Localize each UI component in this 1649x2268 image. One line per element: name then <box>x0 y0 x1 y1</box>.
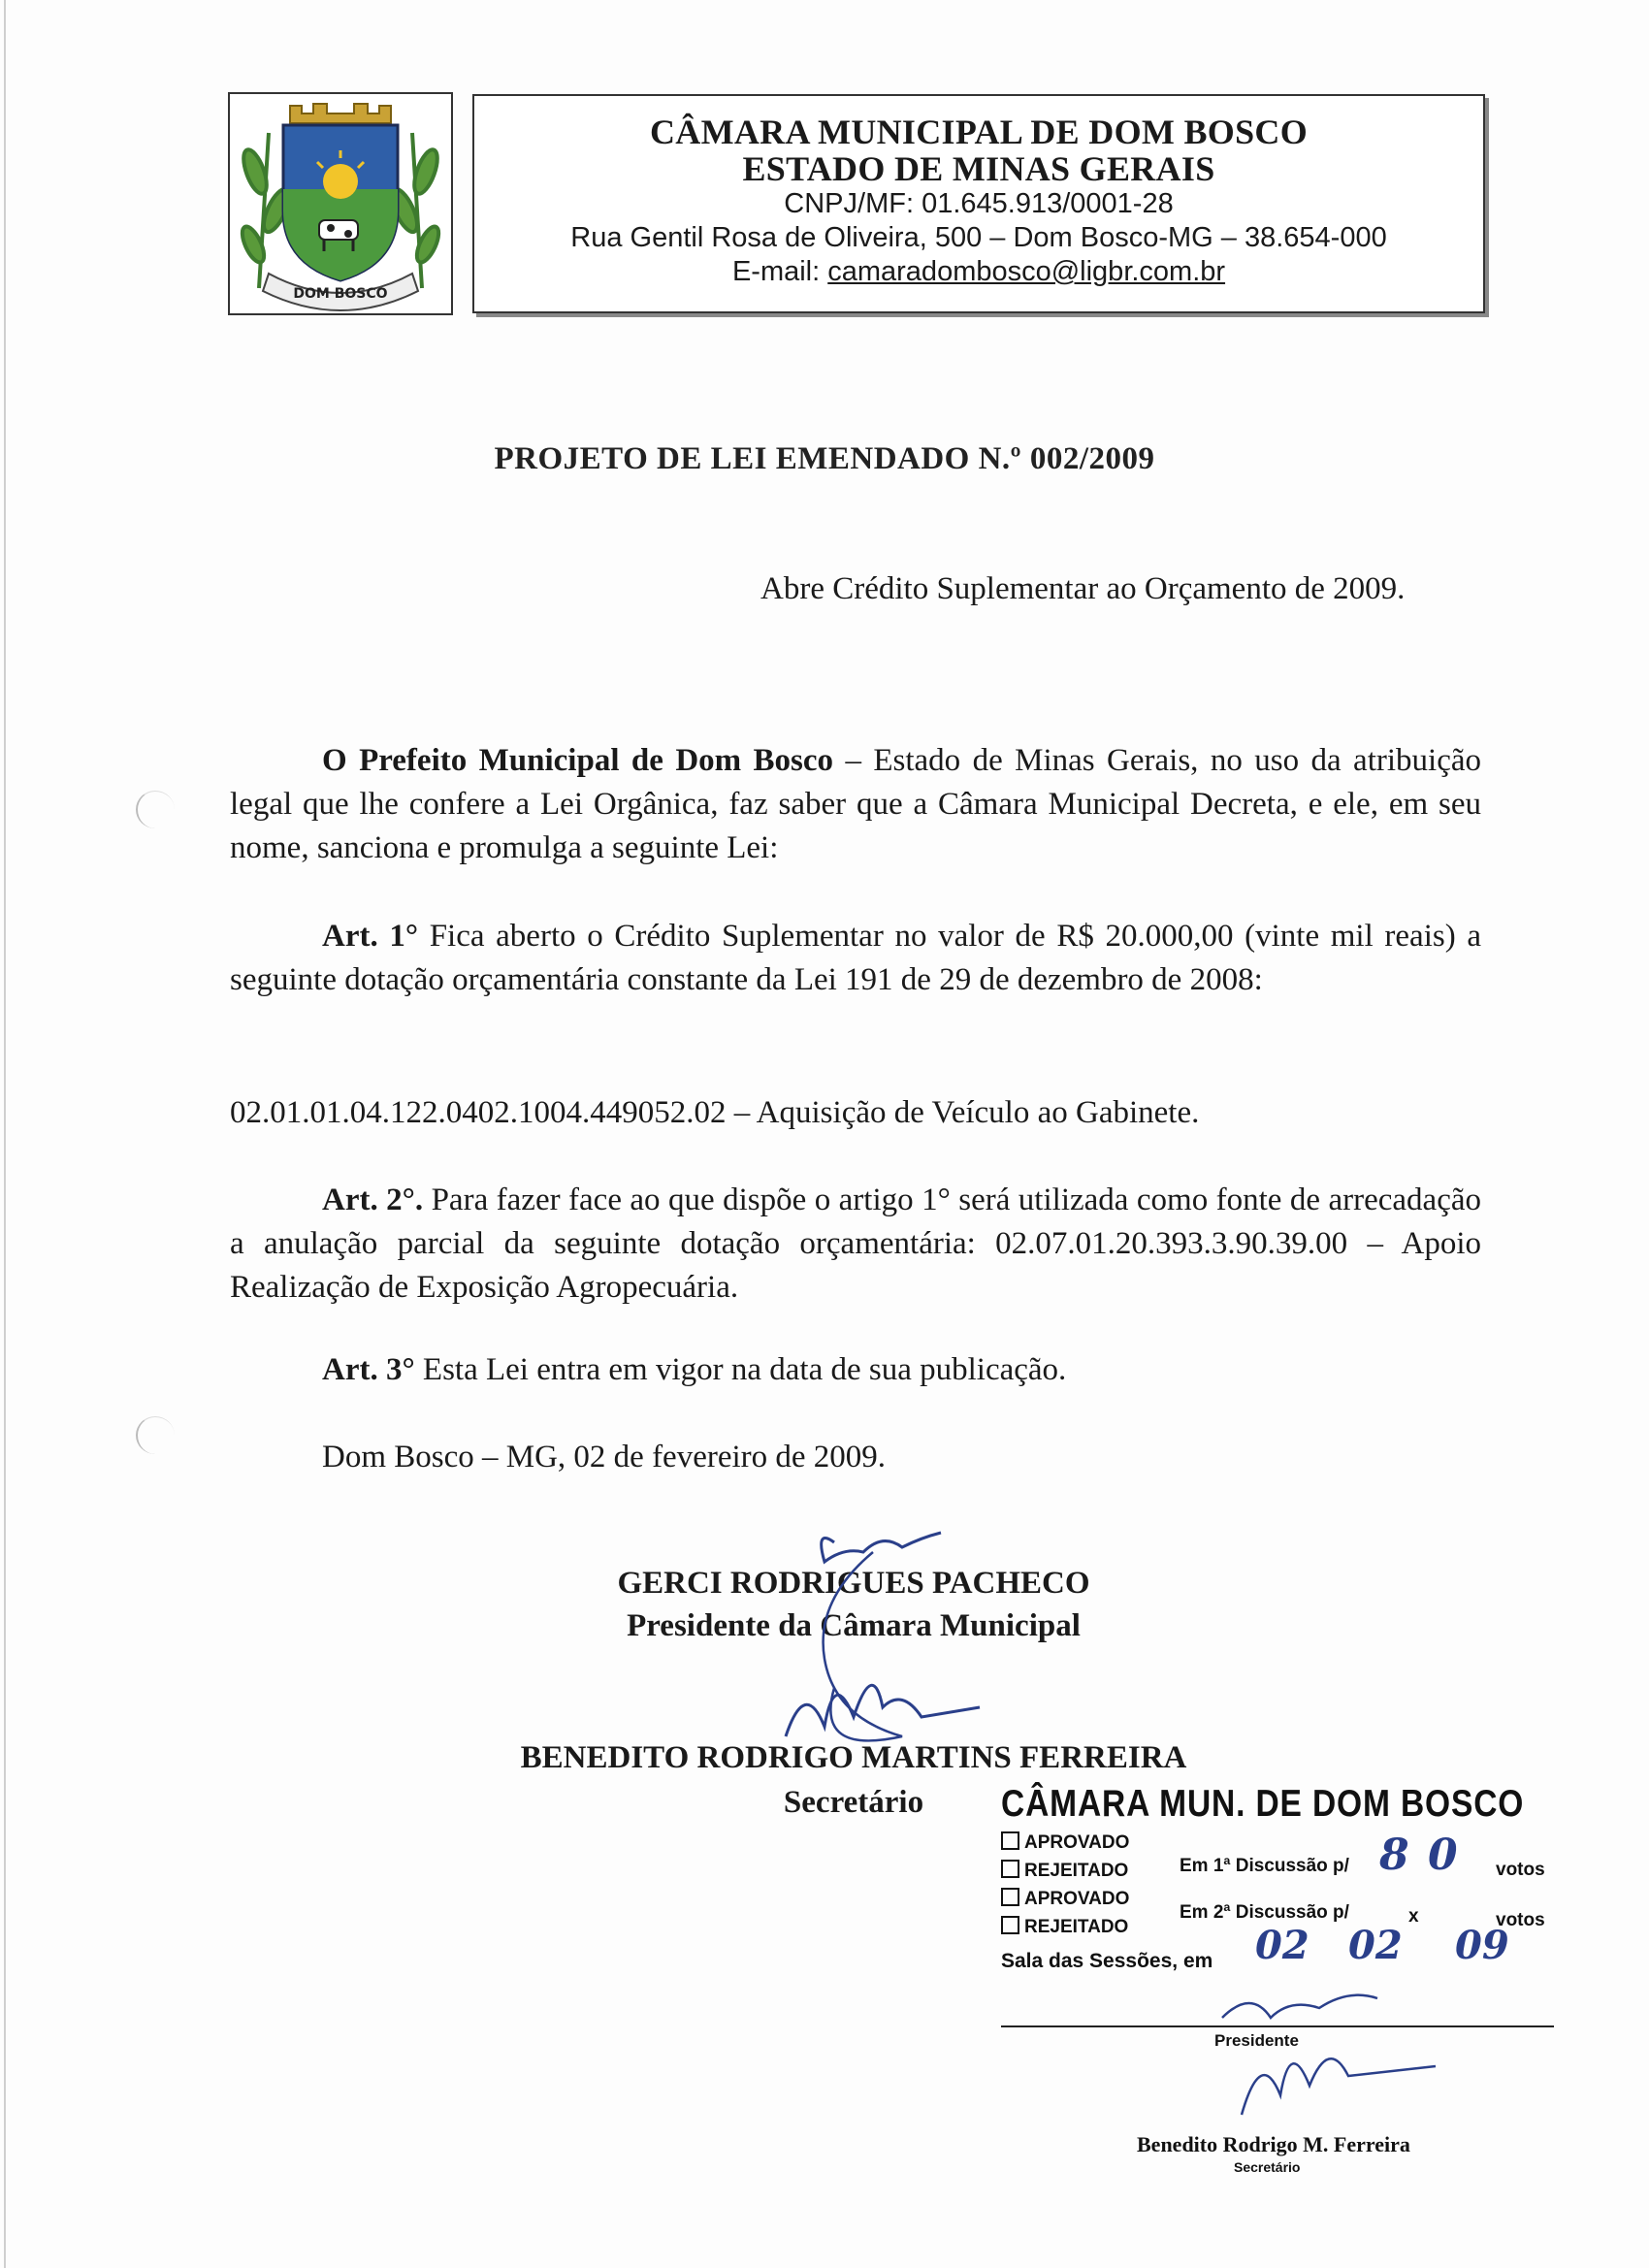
chamber-name: CÂMARA MUNICIPAL DE DOM BOSCO <box>649 113 1309 151</box>
address: Rua Gentil Rosa de Oliveira, 500 – Dom Bosco-MG – 38.654-000 <box>570 222 1387 253</box>
votes-first-against: 0 <box>1428 1831 1458 1880</box>
votes-first-suffix: votos <box>1496 1860 1545 1880</box>
secretary-name: BENEDITO RODRIGO MARTINS FERREIRA <box>520 1740 1187 1775</box>
state-name: ESTADO DE MINAS GERAIS <box>742 149 1215 188</box>
preamble <box>230 739 1481 870</box>
email-label: E-mail: <box>731 256 828 287</box>
punch-hole <box>136 791 175 828</box>
checkbox-rejected-1 <box>1001 1860 1019 1878</box>
email-link[interactable]: camaradombosco@ligbr.com.br <box>827 256 1226 287</box>
stamp-title: CÂMARA MUN. DE DOM BOSCO <box>1001 1783 1525 1825</box>
president-name: GERCI RODRIGUES PACHECO <box>617 1566 1090 1601</box>
checkbox-approved-1 <box>1001 1831 1019 1850</box>
page-edge <box>4 0 6 2268</box>
stamp-secretary-role: Secretário <box>1234 2159 1301 2175</box>
checkbox-rejected-2 <box>1001 1916 1019 1934</box>
second-discussion-label: Em 2ª Discussão p/ <box>1180 1902 1349 1923</box>
punch-hole <box>136 1416 175 1454</box>
stamp-secretary-name: Benedito Rodrigo M. Ferreira <box>1137 2132 1410 2156</box>
stamp-handwritten-signatures <box>1183 1979 1494 2124</box>
crest-ribbon-text: DOM BOSCO <box>293 286 388 302</box>
stamp-approved-label: APROVADO <box>1024 1889 1130 1909</box>
article-1-text: Fica aberto o Crédito Suplementar no valor de R$ 20.000,00 (vinte mil reais) a seguinte dotação orçamentária constante da Lei 191 de 29 de dezembro de 2008: <box>230 919 1481 997</box>
municipal-crest <box>228 92 453 315</box>
approval-stamp <box>1001 1783 1554 2175</box>
document-title: PROJETO DE LEI EMENDADO N.º 002/2009 <box>494 441 1155 476</box>
preamble-rest: – Estado de Minas Gerais, no uso da atribuição legal que lhe confere a Lei Orgânica, faz saber que a Câmara Municipal Decreta, e ele, em seu nome, sanciona e promulga a seguinte Lei: <box>230 743 1481 865</box>
article-2-label: Art. 2°. <box>322 1183 424 1217</box>
first-discussion-label: Em 1ª Discussão p/ <box>1180 1856 1349 1876</box>
preamble-bold: O Prefeito Municipal de Dom Bosco <box>322 743 834 778</box>
secretary-handwritten-signature <box>766 1649 989 1756</box>
article-3-text: Esta Lei entra em vigor na data de sua publicação. <box>414 1352 1067 1387</box>
ementa: Abre Crédito Suplementar ao Orçamento de 2009. <box>760 571 1406 606</box>
article-1-label: Art. 1° <box>322 919 419 954</box>
article-2 <box>230 1179 1481 1310</box>
president-role: Presidente da Câmara Municipal <box>627 1608 1081 1643</box>
sala-date-month: 02 <box>1348 1923 1403 1968</box>
chamber-info-box <box>472 94 1485 313</box>
votes-second-suffix: votos <box>1496 1910 1545 1930</box>
sala-label: Sala das Sessões, em <box>1001 1950 1213 1972</box>
letterhead <box>228 92 1489 315</box>
date-line: Dom Bosco – MG, 02 de fevereiro de 2009. <box>322 1440 887 1474</box>
checkbox-approved-2 <box>1001 1888 1019 1906</box>
votes-second-sep: x <box>1408 1906 1419 1927</box>
sala-date-year: 09 <box>1455 1923 1509 1968</box>
cnpj: CNPJ/MF: 01.645.913/0001-28 <box>784 188 1174 219</box>
secretary-role: Secretário <box>783 1785 924 1820</box>
article-2-text: Para fazer face ao que dispõe o artigo 1° será utilizada como fonte de arrecadação a anulação parcial da seguinte dotação orçamentária: 02.07.01.20.393.3.90.39.00 – Apoio Realização de Exposição Agropecuária. <box>230 1183 1481 1305</box>
article-3 <box>230 1348 1481 1392</box>
stamp-rejected-label: REJEITADO <box>1024 1917 1129 1937</box>
stamp-presidente-label: Presidente <box>1214 2031 1299 2050</box>
sala-date-day: 02 <box>1255 1923 1310 1968</box>
email-line <box>474 255 1483 289</box>
article-1 <box>230 915 1481 1002</box>
votes-first-for: 8 <box>1379 1831 1409 1880</box>
article-3-label: Art. 3° <box>322 1352 415 1387</box>
article-1-dotacao: 02.01.01.04.122.0402.1004.449052.02 – Aquisição de Veículo ao Gabinete. <box>230 1095 1200 1130</box>
stamp-approved-label: APROVADO <box>1024 1832 1130 1853</box>
stamp-rejected-label: REJEITADO <box>1024 1861 1129 1881</box>
